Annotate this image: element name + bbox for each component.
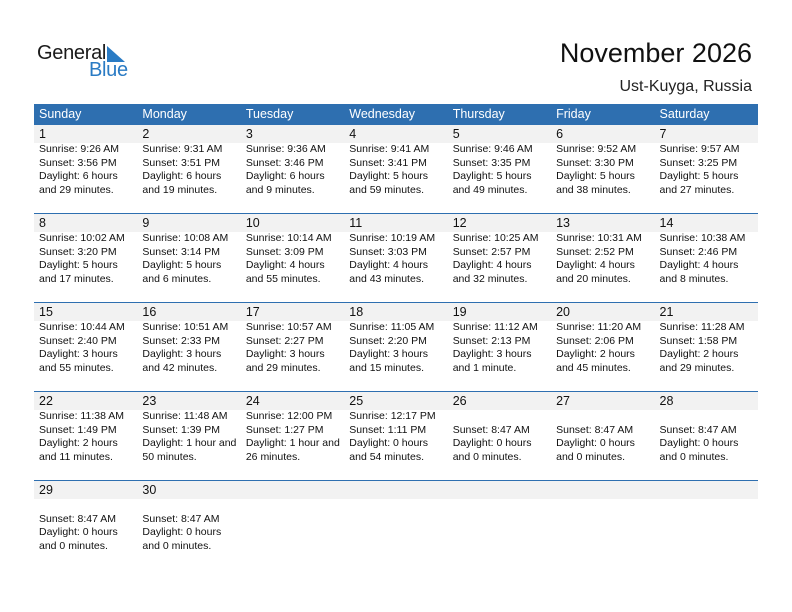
day-number: 14 bbox=[659, 216, 674, 230]
day-daylight2: and 0 minutes. bbox=[39, 539, 108, 552]
day-number: 3 bbox=[245, 127, 253, 141]
day-daylight2: and 45 minutes. bbox=[556, 361, 631, 374]
day-number-row bbox=[34, 392, 758, 410]
day-daylight1: Daylight: 3 hours bbox=[349, 348, 429, 360]
day-sunset: Sunset: 2:27 PM bbox=[245, 334, 324, 347]
day-daylight2: and 9 minutes. bbox=[245, 183, 315, 196]
day-daylight1: Daylight: 0 hours bbox=[452, 437, 532, 449]
week-row bbox=[34, 391, 758, 480]
day-daylight1: Daylight: 6 hours bbox=[39, 170, 118, 182]
day-number: 21 bbox=[659, 305, 674, 319]
day-sunrise: Sunrise: 11:20 AM bbox=[556, 321, 642, 333]
day-daylight1 bbox=[556, 526, 654, 540]
day-sunset: Sunset: 3:56 PM bbox=[39, 156, 117, 169]
day-sunrise: Sunrise: 10:38 AM bbox=[659, 232, 746, 244]
day-cell bbox=[34, 410, 137, 480]
day-cell bbox=[448, 143, 551, 213]
day-sunrise: Sunrise: 10:02 AM bbox=[39, 232, 125, 244]
day-sunset: Sunset: 2:57 PM bbox=[452, 245, 531, 258]
day-daylight1: Daylight: 5 hours bbox=[39, 259, 118, 271]
day-sunrise: Sunrise: 9:26 AM bbox=[39, 143, 119, 155]
day-number: 7 bbox=[659, 127, 667, 141]
day-cell bbox=[448, 499, 551, 569]
week-row bbox=[34, 125, 758, 213]
day-sunset: Sunset: 2:06 PM bbox=[556, 334, 634, 347]
day-sunset: Sunset: 3:03 PM bbox=[349, 245, 427, 258]
day-number-row bbox=[34, 125, 758, 143]
day-sunrise: Sunrise: 10:57 AM bbox=[245, 321, 332, 333]
day-cell bbox=[655, 410, 758, 480]
weekday-tuesday: Tuesday bbox=[245, 107, 294, 121]
day-cell bbox=[655, 232, 758, 302]
day-sunset: Sunset: 8:47 AM bbox=[452, 423, 530, 436]
day-number: 27 bbox=[556, 394, 571, 408]
day-sunset: Sunset: 8:47 AM bbox=[556, 423, 634, 436]
day-cell bbox=[241, 143, 344, 213]
day-number-row bbox=[34, 214, 758, 232]
day-daylight2: and 54 minutes. bbox=[349, 450, 424, 463]
day-daylight2: and 20 minutes. bbox=[556, 272, 631, 285]
day-cell bbox=[344, 410, 447, 480]
day-number: 17 bbox=[245, 305, 260, 319]
day-sunrise: Sunrise: 10:08 AM bbox=[142, 232, 229, 244]
day-number bbox=[241, 481, 344, 499]
day-sunrise: Sunrise: 11:38 AM bbox=[39, 410, 125, 422]
day-cell bbox=[241, 321, 344, 391]
day-number: 26 bbox=[452, 394, 467, 408]
day-cell bbox=[448, 410, 551, 480]
weekday-sunday: Sunday bbox=[39, 107, 82, 121]
day-sunrise bbox=[453, 499, 551, 513]
day-daylight2: and 32 minutes. bbox=[452, 272, 528, 285]
day-number: 25 bbox=[349, 394, 364, 408]
day-cell bbox=[448, 321, 551, 391]
day-number-row bbox=[34, 481, 758, 499]
day-daylight1: Daylight: 0 hours bbox=[659, 437, 739, 449]
day-cell bbox=[448, 232, 551, 302]
day-daylight1: Daylight: 0 hours bbox=[39, 526, 118, 538]
day-cell bbox=[344, 499, 447, 569]
day-sunset: Sunset: 3:41 PM bbox=[349, 156, 427, 169]
day-daylight1: Daylight: 4 hours bbox=[245, 259, 325, 271]
day-info-row bbox=[34, 410, 758, 480]
day-cell bbox=[655, 321, 758, 391]
day-daylight2: and 0 minutes. bbox=[452, 450, 522, 463]
day-number: 5 bbox=[452, 127, 460, 141]
day-sunrise: Sunrise: 9:31 AM bbox=[142, 143, 223, 155]
weekday-wednesday: Wednesday bbox=[349, 107, 416, 121]
day-number: 24 bbox=[245, 394, 260, 408]
day-daylight1: Daylight: 5 hours bbox=[659, 170, 739, 182]
day-number: 6 bbox=[556, 127, 564, 141]
day-number: 30 bbox=[142, 483, 157, 497]
day-sunset: Sunset: 2:52 PM bbox=[556, 245, 634, 258]
day-number: 19 bbox=[452, 305, 467, 319]
day-sunrise bbox=[660, 499, 758, 513]
location-subtitle: Ust-Kuyga, Russia bbox=[619, 78, 752, 95]
day-daylight2: and 29 minutes. bbox=[659, 361, 735, 374]
day-daylight2: and 59 minutes. bbox=[349, 183, 424, 196]
day-sunset: Sunset: 2:40 PM bbox=[39, 334, 117, 347]
day-daylight2: and 15 minutes. bbox=[349, 361, 424, 374]
day-number bbox=[344, 481, 447, 499]
day-daylight2 bbox=[660, 540, 758, 554]
day-sunrise: Sunrise: 9:57 AM bbox=[659, 143, 740, 155]
day-cell bbox=[137, 499, 240, 569]
day-number: 4 bbox=[349, 127, 357, 141]
day-daylight1: Daylight: 5 hours bbox=[349, 170, 429, 182]
day-cell bbox=[655, 499, 758, 569]
day-cell bbox=[137, 410, 240, 480]
day-sunrise: Sunrise: 9:36 AM bbox=[245, 143, 326, 155]
day-daylight1: Daylight: 4 hours bbox=[349, 259, 429, 271]
day-daylight2: 26 minutes. bbox=[245, 450, 301, 463]
day-sunrise: Sunrise: 10:44 AM bbox=[39, 321, 125, 333]
day-sunrise bbox=[142, 499, 240, 513]
day-cell bbox=[34, 143, 137, 213]
day-sunset: Sunset: 3:14 PM bbox=[142, 245, 221, 258]
day-daylight2: and 8 minutes. bbox=[659, 272, 729, 285]
day-cell bbox=[344, 321, 447, 391]
day-daylight1 bbox=[660, 526, 758, 540]
day-sunrise: Sunrise: 10:19 AM bbox=[349, 232, 436, 244]
day-cell bbox=[551, 410, 654, 480]
weekday-saturday: Saturday bbox=[659, 107, 710, 121]
day-number-row bbox=[34, 303, 758, 321]
day-cell bbox=[241, 499, 344, 569]
day-number: 2 bbox=[142, 127, 150, 141]
day-sunset: Sunset: 1:11 PM bbox=[349, 423, 427, 436]
day-cell bbox=[241, 232, 344, 302]
day-daylight1: Daylight: 1 hour and bbox=[142, 437, 237, 449]
day-daylight1: Daylight: 0 hours bbox=[142, 526, 222, 538]
day-sunset bbox=[453, 513, 551, 527]
day-number: 11 bbox=[349, 216, 363, 230]
day-sunrise: Sunrise: 12:17 PM bbox=[349, 410, 436, 422]
day-daylight2: and 55 minutes. bbox=[245, 272, 321, 285]
day-sunrise: Sunrise: 12:00 PM bbox=[245, 410, 333, 422]
day-daylight1: Daylight: 0 hours bbox=[556, 437, 635, 449]
day-number bbox=[448, 481, 551, 499]
day-daylight1: Daylight: 0 hours bbox=[349, 437, 429, 449]
day-number: 10 bbox=[245, 216, 260, 230]
day-sunrise bbox=[39, 499, 137, 513]
day-number: 23 bbox=[142, 394, 157, 408]
day-sunset: Sunset: 3:51 PM bbox=[142, 156, 221, 169]
day-cell bbox=[137, 232, 240, 302]
day-number: 22 bbox=[39, 394, 53, 408]
day-daylight2: and 55 minutes. bbox=[39, 361, 114, 374]
day-number: 15 bbox=[39, 305, 53, 319]
day-sunrise bbox=[556, 499, 654, 513]
weekday-header-row bbox=[34, 104, 758, 125]
day-daylight1: Daylight: 5 hours bbox=[556, 170, 635, 182]
day-sunset bbox=[556, 513, 654, 527]
weekday-thursday: Thursday bbox=[452, 107, 505, 121]
day-sunset: Sunset: 3:46 PM bbox=[245, 156, 324, 169]
day-cell bbox=[551, 232, 654, 302]
day-daylight2: and 0 minutes. bbox=[659, 450, 729, 463]
day-sunset: Sunset: 3:09 PM bbox=[245, 245, 324, 258]
day-daylight2: and 6 minutes. bbox=[142, 272, 212, 285]
day-sunset: Sunset: 8:47 AM bbox=[142, 512, 220, 525]
day-info-row bbox=[34, 499, 758, 569]
day-daylight2: and 11 minutes. bbox=[39, 450, 113, 463]
day-number: 16 bbox=[142, 305, 157, 319]
day-sunset: Sunset: 3:25 PM bbox=[659, 156, 738, 169]
day-daylight1: Daylight: 6 hours bbox=[245, 170, 325, 182]
day-sunset: Sunset: 2:46 PM bbox=[659, 245, 738, 258]
day-daylight2 bbox=[453, 540, 551, 554]
day-daylight1 bbox=[453, 526, 551, 540]
day-daylight1: Daylight: 4 hours bbox=[452, 259, 532, 271]
day-info-row bbox=[34, 232, 758, 302]
day-sunrise: Sunrise: 11:28 AM bbox=[659, 321, 745, 333]
day-cell bbox=[551, 143, 654, 213]
day-number bbox=[655, 481, 758, 499]
logo-text-blue: Blue bbox=[89, 59, 128, 81]
week-row bbox=[34, 480, 758, 569]
day-daylight1: Daylight: 3 hours bbox=[245, 348, 325, 360]
brand-logo bbox=[37, 42, 137, 82]
day-daylight1: Daylight: 2 hours bbox=[556, 348, 635, 360]
day-number bbox=[551, 481, 654, 499]
day-sunset: Sunset: 3:30 PM bbox=[556, 156, 634, 169]
day-number: 18 bbox=[349, 305, 364, 319]
day-daylight2: and 0 minutes. bbox=[142, 539, 212, 552]
day-cell bbox=[655, 143, 758, 213]
day-daylight2 bbox=[246, 540, 344, 554]
weekday-friday: Friday bbox=[556, 107, 591, 121]
day-sunset bbox=[246, 513, 344, 527]
day-sunset: Sunset: 1:49 PM bbox=[39, 423, 117, 436]
day-sunset: Sunset: 8:47 AM bbox=[39, 512, 117, 525]
day-info-row bbox=[34, 143, 758, 213]
week-row bbox=[34, 213, 758, 302]
day-daylight2: and 29 minutes. bbox=[39, 183, 114, 196]
day-cell bbox=[551, 499, 654, 569]
day-number: 28 bbox=[659, 394, 674, 408]
day-cell bbox=[34, 232, 137, 302]
day-sunrise bbox=[556, 410, 654, 424]
day-cell bbox=[34, 499, 137, 569]
day-sunrise: Sunrise: 10:25 AM bbox=[452, 232, 539, 244]
day-daylight2: and 0 minutes. bbox=[556, 450, 625, 463]
weeks-container bbox=[34, 125, 758, 569]
day-cell bbox=[34, 321, 137, 391]
day-sunrise bbox=[453, 410, 551, 424]
day-sunset: Sunset: 1:39 PM bbox=[142, 423, 221, 436]
day-cell bbox=[137, 143, 240, 213]
day-sunrise: Sunrise: 9:52 AM bbox=[556, 143, 637, 155]
day-daylight1: Daylight: 3 hours bbox=[452, 348, 532, 360]
day-number: 8 bbox=[39, 216, 46, 230]
day-sunset: Sunset: 8:47 AM bbox=[659, 423, 737, 436]
day-daylight2: and 1 minute. bbox=[452, 361, 517, 374]
day-sunrise: Sunrise: 10:51 AM bbox=[142, 321, 229, 333]
day-number: 29 bbox=[39, 483, 53, 497]
day-sunrise: Sunrise: 11:48 AM bbox=[142, 410, 228, 422]
week-row bbox=[34, 302, 758, 391]
day-sunset: Sunset: 3:35 PM bbox=[452, 156, 531, 169]
day-daylight2: and 17 minutes. bbox=[39, 272, 114, 285]
day-daylight2: and 27 minutes. bbox=[659, 183, 735, 196]
day-daylight1: Daylight: 1 hour and bbox=[245, 437, 340, 449]
day-sunrise bbox=[660, 410, 758, 424]
day-cell bbox=[344, 143, 447, 213]
day-sunrise: Sunrise: 10:31 AM bbox=[556, 232, 642, 244]
day-sunrise: Sunrise: 9:41 AM bbox=[349, 143, 430, 155]
day-cell bbox=[241, 410, 344, 480]
day-daylight1: Daylight: 5 hours bbox=[142, 259, 222, 271]
day-sunrise: Sunrise: 11:05 AM bbox=[349, 321, 435, 333]
day-daylight1: Daylight: 3 hours bbox=[142, 348, 222, 360]
day-daylight1 bbox=[349, 526, 447, 540]
day-cell bbox=[137, 321, 240, 391]
day-number: 13 bbox=[556, 216, 571, 230]
day-daylight2: 50 minutes. bbox=[142, 450, 197, 463]
day-daylight2 bbox=[349, 540, 447, 554]
day-sunrise: Sunrise: 11:12 AM bbox=[452, 321, 538, 333]
day-daylight1: Daylight: 5 hours bbox=[452, 170, 532, 182]
day-sunrise: Sunrise: 9:46 AM bbox=[452, 143, 533, 155]
day-cell bbox=[344, 232, 447, 302]
day-sunset: Sunset: 2:33 PM bbox=[142, 334, 221, 347]
day-daylight1: Daylight: 2 hours bbox=[39, 437, 118, 449]
day-daylight2: and 19 minutes. bbox=[142, 183, 218, 196]
day-number: 9 bbox=[142, 216, 150, 230]
weekday-monday: Monday bbox=[142, 107, 187, 121]
day-sunset: Sunset: 1:27 PM bbox=[245, 423, 324, 436]
day-sunset bbox=[349, 513, 447, 527]
day-daylight1: Daylight: 4 hours bbox=[659, 259, 739, 271]
logo-text-general: General bbox=[37, 42, 107, 64]
day-daylight1: Daylight: 2 hours bbox=[659, 348, 739, 360]
day-sunset: Sunset: 2:13 PM bbox=[452, 334, 531, 347]
day-daylight2 bbox=[556, 540, 654, 554]
day-daylight2: and 38 minutes. bbox=[556, 183, 631, 196]
day-sunset: Sunset: 3:20 PM bbox=[39, 245, 117, 258]
day-daylight1: Daylight: 3 hours bbox=[39, 348, 118, 360]
day-info-row bbox=[34, 321, 758, 391]
day-sunrise: Sunrise: 10:14 AM bbox=[245, 232, 332, 244]
day-sunrise bbox=[349, 499, 447, 513]
day-number: 12 bbox=[452, 216, 467, 230]
day-daylight1: Daylight: 6 hours bbox=[142, 170, 222, 182]
day-number: 20 bbox=[556, 305, 571, 319]
day-daylight2: and 43 minutes. bbox=[349, 272, 424, 285]
day-sunset: Sunset: 2:20 PM bbox=[349, 334, 427, 347]
page-title: November 2026 bbox=[559, 38, 752, 68]
day-sunrise bbox=[246, 499, 344, 513]
day-sunset: Sunset: 1:58 PM bbox=[659, 334, 738, 347]
day-daylight1: Daylight: 4 hours bbox=[556, 259, 635, 271]
day-sunset bbox=[660, 513, 758, 527]
day-cell bbox=[551, 321, 654, 391]
day-daylight2: and 29 minutes. bbox=[245, 361, 321, 374]
day-daylight2: and 42 minutes. bbox=[142, 361, 218, 374]
day-daylight2: and 49 minutes. bbox=[452, 183, 528, 196]
day-number: 1 bbox=[39, 127, 46, 141]
calendar-grid bbox=[34, 104, 758, 569]
day-daylight1 bbox=[246, 526, 344, 540]
